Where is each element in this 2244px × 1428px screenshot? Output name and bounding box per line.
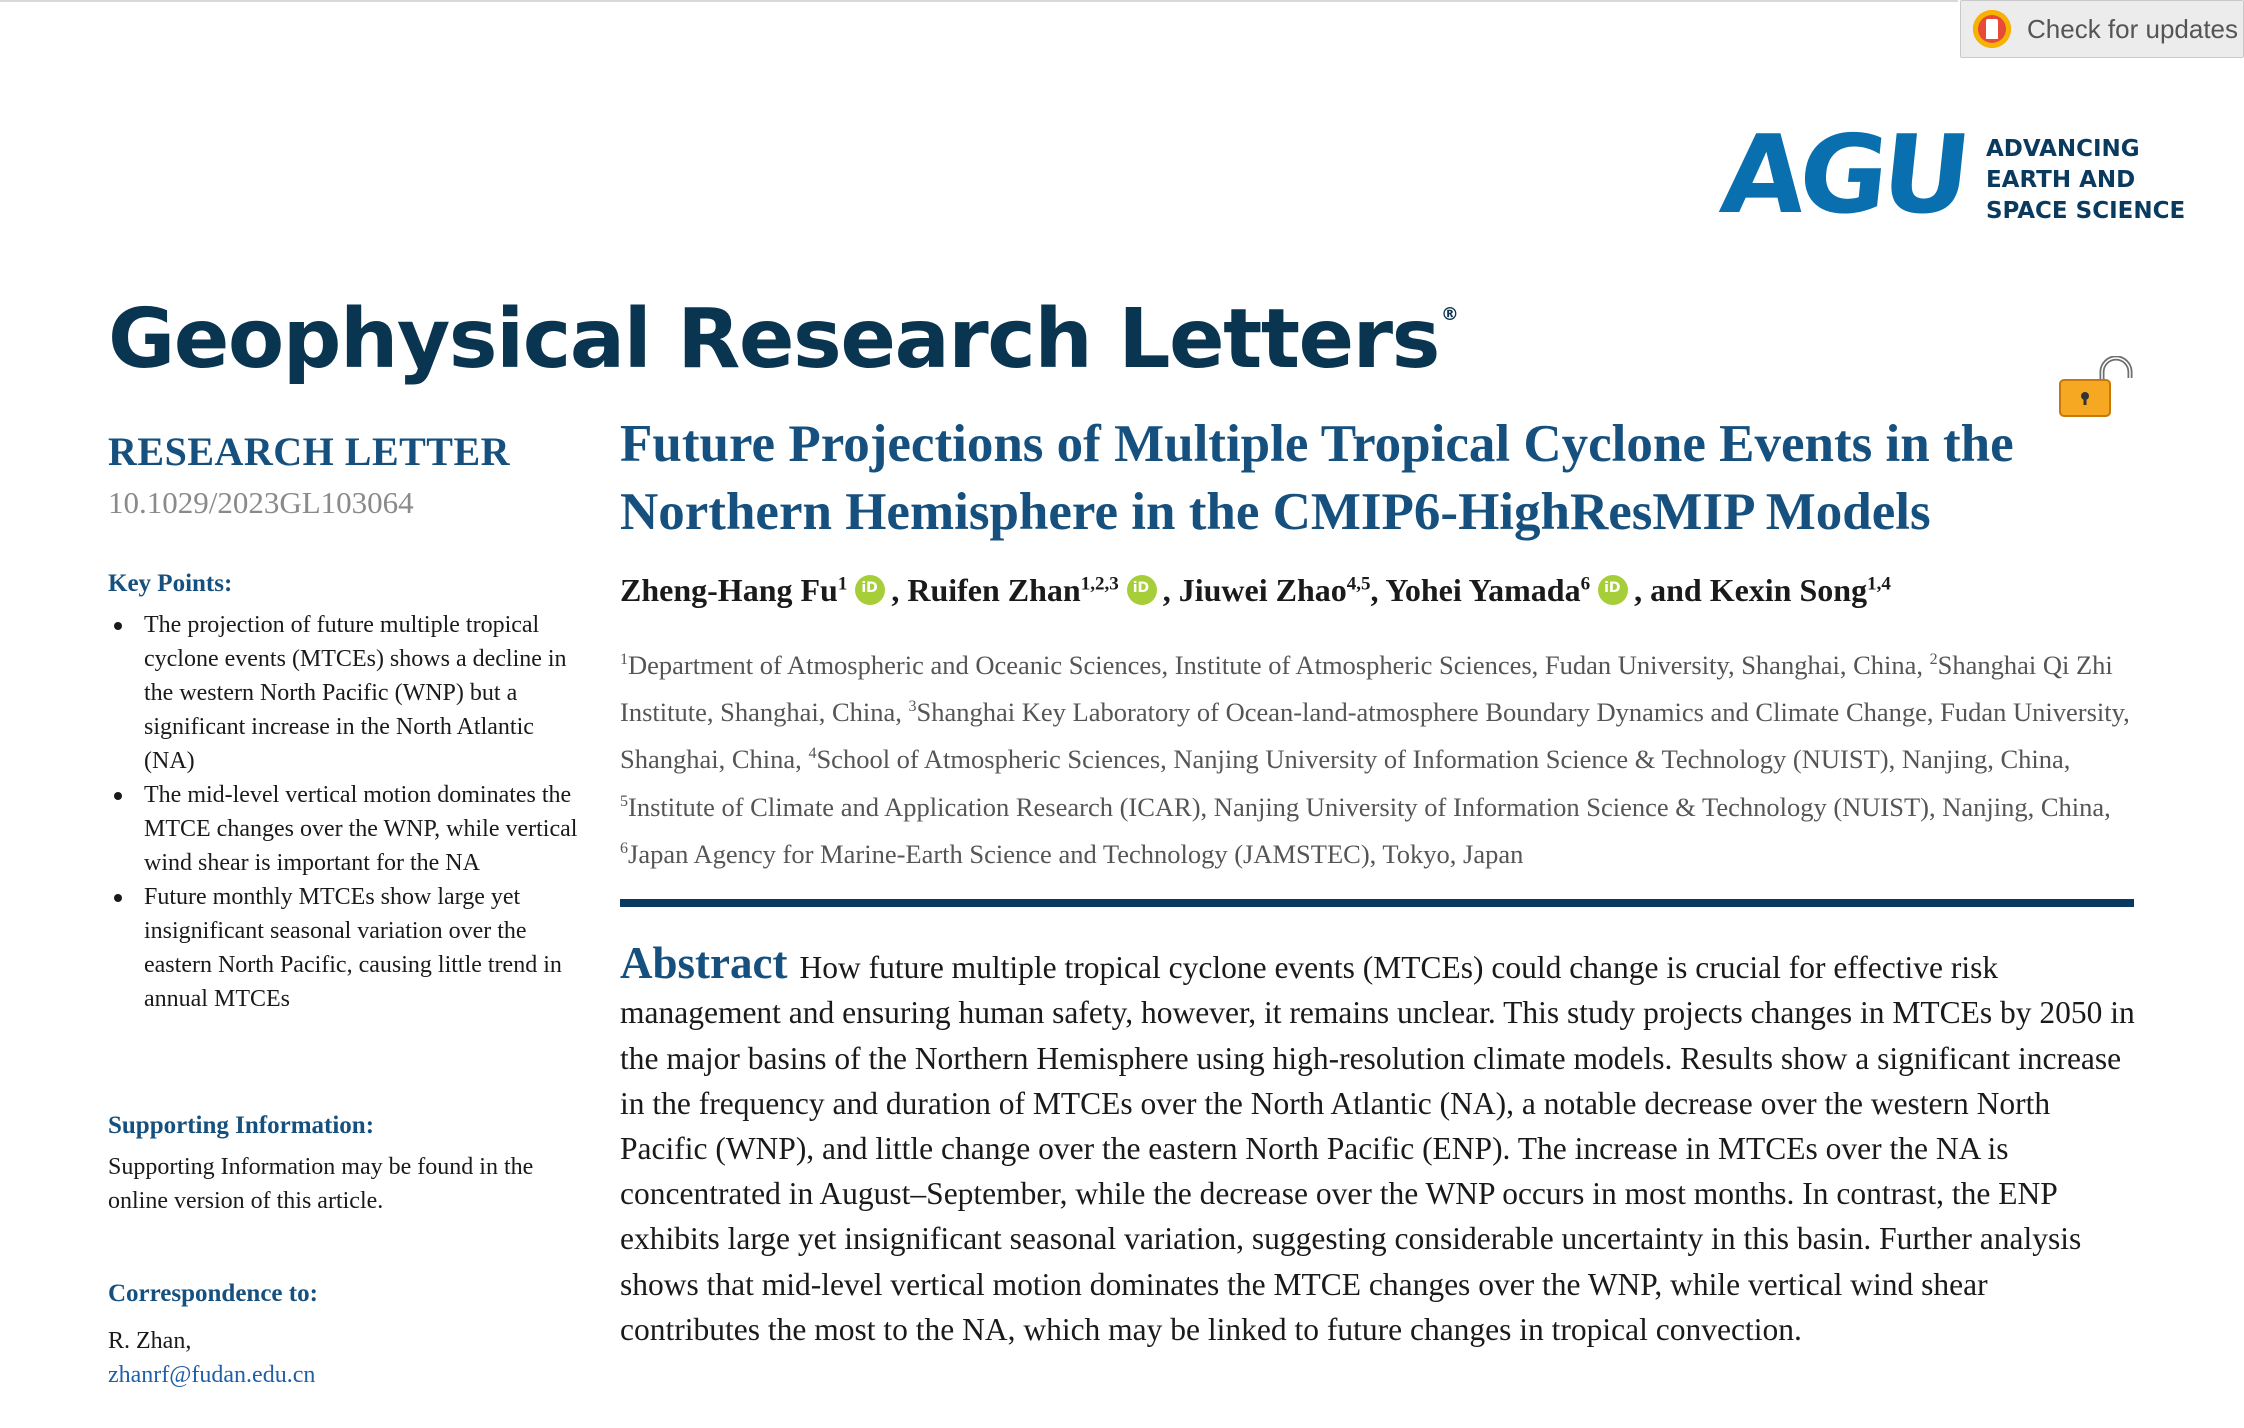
supporting-info-text: Supporting Information may be found in the online version of this article. — [108, 1154, 534, 1214]
affiliation-number: 4 — [808, 745, 817, 763]
doi[interactable]: 10.1029/2023GL103064 — [108, 485, 414, 520]
journal-title — [108, 292, 1457, 387]
author-list — [620, 572, 2135, 609]
abstract-text: How future multiple tropical cyclone events (MTCEs) could change is crucial for effective risk management and ensuring human safety, however, it remains unclear. This study projects changes in MTCEs by 2050 in the major basins of the Northern Hemisphere using high-resolution climate models. Results show a significant increase in the frequency and duration of MTCEs over the North Atlantic (NA), a notable decrease over the western North Pacific (WNP), and little change over the eastern North Pacific (ENP). The increase in MTCEs over the NA is concentrated in August–September, while the decrease over the WNP occurs in most months. In contrast, the ENP exhibits large yet insignificant seasonal variation, suggesting considerable uncertainty in this basin. Further analysis shows that mid-level vertical motion dominates the MTCE changes over the WNP, while vertical wind shear contributes the most to the NA, which may be linked to future changes in tropical convection. — [620, 950, 2135, 1347]
author-affiliation-sup: 6 — [1580, 573, 1591, 595]
affiliation-number: 3 — [908, 698, 917, 716]
registered-mark: ® — [1440, 304, 1458, 325]
open-lock-icon — [2058, 356, 2138, 418]
author-name[interactable]: Yohei Yamada — [1385, 572, 1581, 608]
abstract-heading: Abstract — [620, 938, 788, 989]
affiliation-text: School of Atmospheric Sciences, Nanjing University of Information Science & Technology (NUIST), Nanjing, China, — [816, 744, 2071, 775]
author-separator: , — [891, 572, 908, 608]
correspondence-title: Correspondence to: — [108, 1280, 318, 1307]
sidebar — [108, 428, 578, 1388]
correspondence-name: R. Zhan, — [108, 1328, 192, 1354]
agu-tagline-line-3: SPACE SCIENCE — [1985, 198, 2186, 224]
check-for-updates-button[interactable] — [1960, 0, 2244, 58]
supporting-info-title: Supporting Information: — [108, 1112, 375, 1139]
key-point: Future monthly MTCEs show large yet insignificant seasonal variation over the eastern North Pacific, causing little trend in annual MTCEs — [108, 880, 578, 1016]
agu-tagline-line-2: EARTH AND — [1985, 167, 2136, 193]
agu-tagline-line-1: ADVANCING — [1985, 136, 2140, 162]
author-name[interactable]: Jiuwei Zhao — [1178, 572, 1347, 608]
author-separator: , — [1370, 572, 1386, 608]
orcid-icon[interactable] — [855, 575, 885, 605]
journal-name: Geophysical Research Letters — [108, 292, 1439, 387]
author-affiliation-sup: 4,5 — [1346, 573, 1371, 595]
key-points-list — [108, 608, 578, 1016]
author-separator: , — [1162, 572, 1179, 608]
crossmark-icon — [1973, 10, 2011, 48]
affiliation-number: 1 — [620, 651, 628, 668]
affiliation-text: Department of Atmospheric and Oceanic Sciences, Institute of Atmospheric Sciences, Fudan University, Shanghai, China, — [628, 649, 1930, 680]
agu-logo — [1715, 113, 2186, 238]
agu-mark: AGU — [1715, 113, 1971, 238]
author-name[interactable]: Kexin Song — [1709, 572, 1868, 608]
correspondence-email-link[interactable]: zhanrf@fudan.edu.cn — [108, 1362, 316, 1388]
affiliations — [620, 639, 2135, 875]
key-points-title: Key Points: — [108, 570, 233, 597]
section-rule — [620, 899, 2134, 907]
orcid-icon[interactable] — [1598, 575, 1628, 605]
key-point: The projection of future multiple tropical cyclone events (MTCEs) shows a decline in the western North Pacific (WNP) but a significant increase in the North Atlantic (NA) — [108, 608, 578, 778]
orcid-icon[interactable] — [1127, 575, 1157, 605]
agu-tagline — [1986, 134, 2185, 227]
affiliation-text: Institute of Climate and Application Research (ICAR), Nanjing University of Information Science & Technology (NUIST), Nanjing, China, — [628, 791, 2111, 822]
author-separator: , and — [1634, 572, 1710, 608]
affiliation-text: Shanghai Key Laboratory of Ocean-land-atmosphere Boundary Dynamics and Climate Change, Fudan University, Shanghai, China, — [620, 697, 2130, 775]
top-border — [0, 0, 1958, 2]
author-affiliation-sup: 1 — [837, 573, 848, 595]
affiliation-text: Japan Agency for Marine-Earth Science and Technology (JAMSTEC), Tokyo, Japan — [628, 838, 1524, 869]
author-name[interactable]: Zheng-Hang Fu — [620, 572, 838, 608]
affiliation-text: Shanghai Qi Zhi Institute, Shanghai, China, — [620, 649, 2113, 728]
author-name[interactable]: Ruifen Zhan — [907, 572, 1081, 608]
author-affiliation-sup: 1,4 — [1867, 573, 1891, 595]
article-main — [620, 410, 2135, 1352]
author-affiliation-sup: 1,2,3 — [1080, 573, 1119, 595]
article-type: RESEARCH LETTER — [108, 429, 511, 474]
article-title: Future Projections of Multiple Tropical Cyclone Events in the Northern Hemisphere in the CMIP6-HighResMIP Models — [620, 415, 2014, 541]
affiliation-number: 2 — [1929, 651, 1938, 668]
key-point: The mid-level vertical motion dominates the MTCE changes over the WNP, while vertical wind shear is important for the NA — [108, 778, 578, 880]
abstract — [620, 938, 2135, 1352]
check-for-updates-label: Check for updates — [2027, 13, 2239, 44]
affiliation-number: 5 — [620, 792, 628, 810]
affiliation-number: 6 — [620, 839, 628, 857]
